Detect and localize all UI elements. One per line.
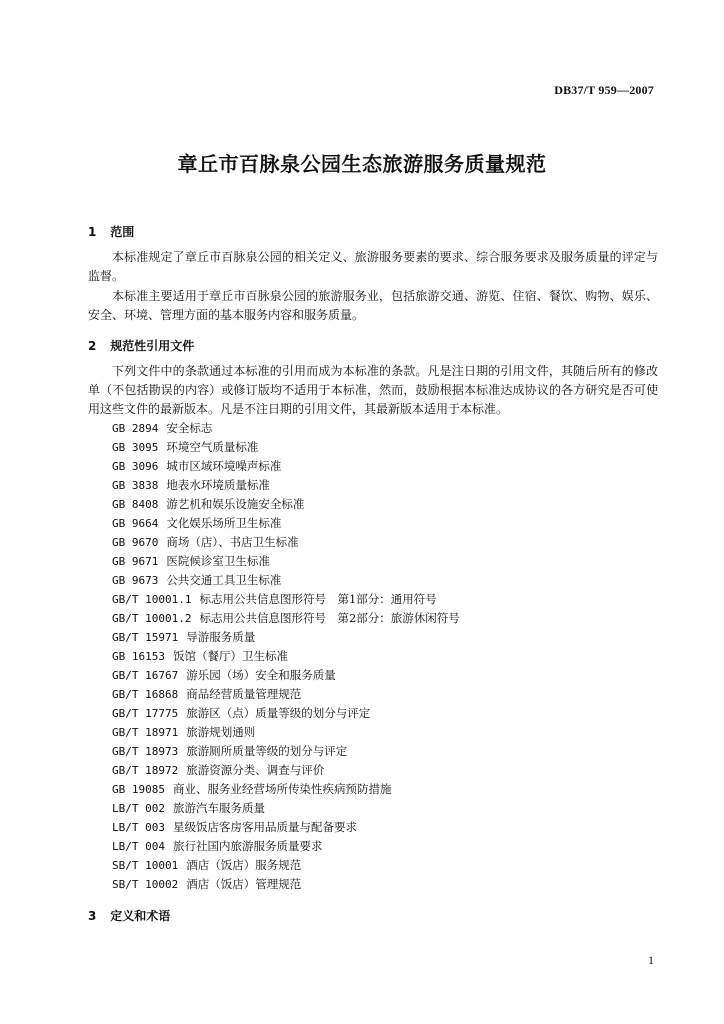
reference-item — [112, 476, 460, 495]
reference-item — [112, 685, 460, 704]
reference-title: 商场（店）、书店卫生标准 — [166, 535, 299, 549]
reference-code: GB 8408 — [112, 498, 159, 511]
reference-title: 商业、服务业经营场所传染性疾病预防措施 — [172, 782, 392, 796]
reference-code: GB 9671 — [112, 555, 159, 568]
document-title: 章丘市百脉泉公园生态旅游服务质量规范 — [177, 152, 547, 176]
reference-code: GB 3096 — [112, 460, 159, 473]
reference-title: 导游服务质量 — [186, 630, 256, 644]
reference-code: LB/T 002 — [112, 802, 165, 815]
reference-item — [112, 818, 460, 837]
section-number: 2 — [88, 339, 97, 353]
reference-title: 酒店（饭店）服务规范 — [186, 858, 302, 872]
section-title: 规范性引用文件 — [110, 339, 195, 353]
reference-code: GB 9673 — [112, 574, 159, 587]
reference-item — [112, 438, 460, 457]
section-title: 范围 — [110, 225, 135, 239]
reference-item — [112, 799, 460, 818]
reference-title: 游乐园（场）安全和服务质量 — [186, 668, 336, 682]
reference-code: GB/T 18973 — [112, 745, 179, 758]
reference-title: 星级饭店客房客用品质量与配备要求 — [172, 820, 357, 834]
reference-item — [112, 533, 460, 552]
reference-code: GB 16153 — [112, 650, 165, 663]
reference-title: 饭馆（餐厅）卫生标准 — [172, 649, 288, 663]
reference-list — [112, 419, 460, 894]
reference-title: 旅游厕所质量等级的划分与评定 — [186, 744, 348, 758]
reference-title: 旅游汽车服务质量 — [172, 801, 265, 815]
reference-code: LB/T 004 — [112, 840, 165, 853]
reference-item — [112, 875, 460, 894]
reference-title: 公共交通工具卫生标准 — [166, 573, 282, 587]
reference-title: 商品经营质量管理规范 — [186, 687, 302, 701]
reference-code: SB/T 10001 — [112, 859, 179, 872]
section-2-heading — [88, 337, 194, 354]
reference-title: 地表水环境质量标准 — [166, 478, 270, 492]
reference-code: GB/T 10001.2 — [112, 612, 192, 625]
reference-title: 文化娱乐场所卫生标准 — [166, 516, 282, 530]
reference-code: GB 9664 — [112, 517, 159, 530]
reference-item — [112, 514, 460, 533]
reference-code: GB 9670 — [112, 536, 159, 549]
reference-code: GB/T 10001.1 — [112, 593, 192, 606]
reference-code: GB 3095 — [112, 441, 159, 454]
reference-item — [112, 704, 460, 723]
reference-code: LB/T 003 — [112, 821, 165, 834]
section-number: 1 — [88, 225, 97, 239]
normative-references-paragraph: 下列文件中的条款通过本标准的引用而成为本标准的条款。凡是注日期的引用文件，其随后所有的修改单（不包括勘误的内容）或修订版均不适用于本标准，然而，鼓励根据本标准达成协议的各方研究是否可使用这些文件的最新版本。凡是不注日期的引用文件，其最新版本适用于本标准。 — [88, 364, 658, 416]
reference-code: GB/T 16767 — [112, 669, 179, 682]
reference-item — [112, 666, 460, 685]
page-number: 1 — [648, 953, 654, 967]
reference-title: 旅游区（点）质量等级的划分与评定 — [186, 706, 371, 720]
reference-code: GB 19085 — [112, 783, 165, 796]
reference-title: 医院候诊室卫生标准 — [166, 554, 270, 568]
document-code: DB37/T 959—2007 — [554, 83, 654, 97]
reference-code: GB/T 16868 — [112, 688, 179, 701]
reference-title: 标志用公共信息图形符号 第1部分：通用符号 — [199, 592, 437, 606]
scope-paragraph-1: 本标准规定了章丘市百脉泉公园的相关定义、旅游服务要素的要求、综合服务要求及服务质量的评定与监督。 — [88, 250, 658, 283]
reference-item — [112, 552, 460, 571]
reference-item — [112, 419, 460, 438]
reference-title: 旅游规划通则 — [186, 725, 256, 739]
reference-item — [112, 723, 460, 742]
reference-code: GB/T 18971 — [112, 726, 179, 739]
reference-item — [112, 628, 460, 647]
reference-item — [112, 742, 460, 761]
section-number: 3 — [88, 909, 97, 923]
reference-title: 标志用公共信息图形符号 第2部分：旅游休闲符号 — [199, 611, 460, 625]
reference-item — [112, 780, 460, 799]
reference-item — [112, 495, 460, 514]
reference-code: GB/T 17775 — [112, 707, 179, 720]
section-title: 定义和术语 — [110, 909, 171, 923]
reference-code: GB 3838 — [112, 479, 159, 492]
reference-code: SB/T 10002 — [112, 878, 179, 891]
reference-title: 安全标志 — [166, 421, 213, 435]
reference-title: 酒店（饭店）管理规范 — [186, 877, 302, 891]
scope-paragraph-2: 本标准主要适用于章丘市百脉泉公园的旅游服务业，包括旅游交通、游览、住宿、餐饮、购物、娱乐、安全、环境、管理方面的基本服务内容和服务质量。 — [88, 289, 658, 322]
reference-title: 环境空气质量标准 — [166, 440, 259, 454]
reference-code: GB/T 15971 — [112, 631, 179, 644]
reference-title: 旅行社国内旅游服务质量要求 — [172, 839, 323, 853]
reference-item — [112, 856, 460, 875]
section-1-heading — [88, 223, 134, 240]
reference-code: GB/T 18972 — [112, 764, 179, 777]
reference-item — [112, 761, 460, 780]
reference-title: 游艺机和娱乐设施安全标准 — [166, 497, 305, 511]
reference-item — [112, 609, 460, 628]
reference-code: GB 2894 — [112, 422, 159, 435]
reference-item — [112, 457, 460, 476]
reference-item — [112, 837, 460, 856]
reference-item — [112, 590, 460, 609]
section-3-heading — [88, 907, 170, 924]
reference-item — [112, 647, 460, 666]
reference-title: 旅游资源分类、调查与评价 — [186, 763, 325, 777]
reference-title: 城市区域环境噪声标准 — [166, 459, 282, 473]
reference-item — [112, 571, 460, 590]
